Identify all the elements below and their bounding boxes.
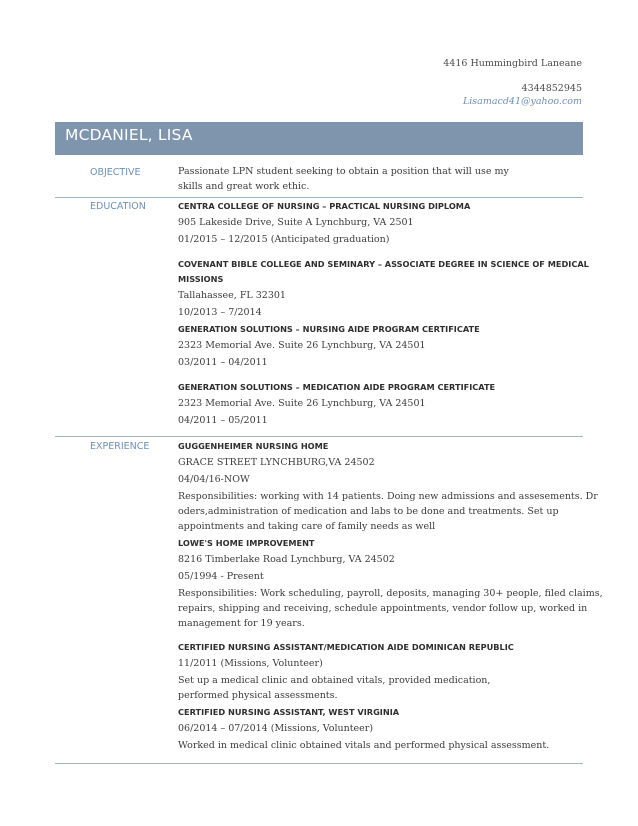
education-address: 2323 Memorial Ave. Suite 26 Lynchburg, VA 24501 bbox=[178, 398, 426, 409]
experience-desc: Set up a medical clinic and obtained vitals, provided medication, bbox=[178, 675, 491, 686]
experience-address: GRACE STREET LYNCHBURG,VA 24502 bbox=[178, 457, 375, 468]
experience-desc: oders,administration of medication and labs to be done and treatments. Set up bbox=[178, 506, 559, 517]
contact-email: Lisamacd41@yahoo.com bbox=[462, 96, 582, 107]
experience-dates: 06/2014 – 07/2014 (Missions, Volunteer) bbox=[178, 723, 374, 734]
section-divider bbox=[55, 436, 583, 437]
objective-label: OBJECTIVE bbox=[90, 167, 141, 178]
experience-desc: appointments and taking care of family needs as well bbox=[178, 521, 436, 532]
experience-title: CERTIFIED NURSING ASSISTANT, WEST VIRGINIA bbox=[178, 707, 400, 717]
experience-dates: 05/1994 - Present bbox=[178, 571, 264, 582]
education-address: Tallahassee, FL 32301 bbox=[178, 290, 286, 301]
contact-address: 4416 Hummingbird Laneane bbox=[443, 58, 582, 69]
education-title: GENERATION SOLUTIONS – NURSING AIDE PROGRAM CERTIFICATE bbox=[178, 324, 480, 334]
education-title: GENERATION SOLUTIONS – MEDICATION AIDE PROGRAM CERTIFICATE bbox=[178, 382, 496, 392]
education-title: CENTRA COLLEGE OF NURSING – PRACTICAL NURSING DIPLOMA bbox=[178, 201, 471, 211]
objective-line: skills and great work ethic. bbox=[178, 181, 310, 192]
experience-desc: Responsibilities: working with 14 patients. Doing new admissions and assesements. Dr bbox=[178, 491, 598, 502]
experience-title: GUGGENHEIMER NURSING HOME bbox=[178, 441, 329, 451]
name-banner bbox=[55, 122, 583, 155]
education-label: EDUCATION bbox=[90, 201, 146, 212]
education-title-cont: MISSIONS bbox=[178, 274, 224, 284]
education-dates: 01/2015 – 12/2015 (Anticipated graduation) bbox=[178, 234, 390, 245]
experience-desc: Responsibilities: Work scheduling, payroll, deposits, managing 30+ people, filed claims, bbox=[178, 588, 603, 599]
education-dates: 04/2011 – 05/2011 bbox=[178, 415, 268, 426]
candidate-name: MCDANIEL, LISA bbox=[65, 126, 193, 144]
experience-title: CERTIFIED NURSING ASSISTANT/MEDICATION AIDE DOMINICAN REPUBLIC bbox=[178, 642, 514, 652]
experience-dates: 11/2011 (Missions, Volunteer) bbox=[178, 658, 323, 669]
experience-desc: performed physical assessments. bbox=[178, 690, 338, 701]
experience-label: EXPERIENCE bbox=[90, 441, 150, 452]
contact-phone: 4344852945 bbox=[521, 83, 582, 94]
experience-desc: management for 19 years. bbox=[178, 618, 305, 629]
objective-line: Passionate LPN student seeking to obtain a position that will use my bbox=[178, 166, 509, 177]
education-address: 2323 Memorial Ave. Suite 26 Lynchburg, VA 24501 bbox=[178, 340, 426, 351]
education-dates: 10/2013 – 7/2014 bbox=[178, 307, 262, 318]
education-address: 905 Lakeside Drive, Suite A Lynchburg, VA 2501 bbox=[178, 217, 414, 228]
experience-address: 8216 Timberlake Road Lynchburg, VA 24502 bbox=[178, 554, 395, 565]
experience-title: LOWE'S HOME IMPROVEMENT bbox=[178, 538, 315, 548]
education-title: COVENANT BIBLE COLLEGE AND SEMINARY – ASSOCIATE DEGREE IN SCIENCE OF MEDICAL bbox=[178, 259, 589, 269]
education-dates: 03/2011 – 04/2011 bbox=[178, 357, 268, 368]
section-divider bbox=[55, 763, 583, 764]
experience-desc: Worked in medical clinic obtained vitals and performed physical assessment. bbox=[178, 740, 550, 751]
experience-desc: repairs, shipping and receiving, schedule appointments, vendor follow up, worked in bbox=[178, 603, 588, 614]
experience-dates: 04/04/16-NOW bbox=[178, 474, 250, 485]
